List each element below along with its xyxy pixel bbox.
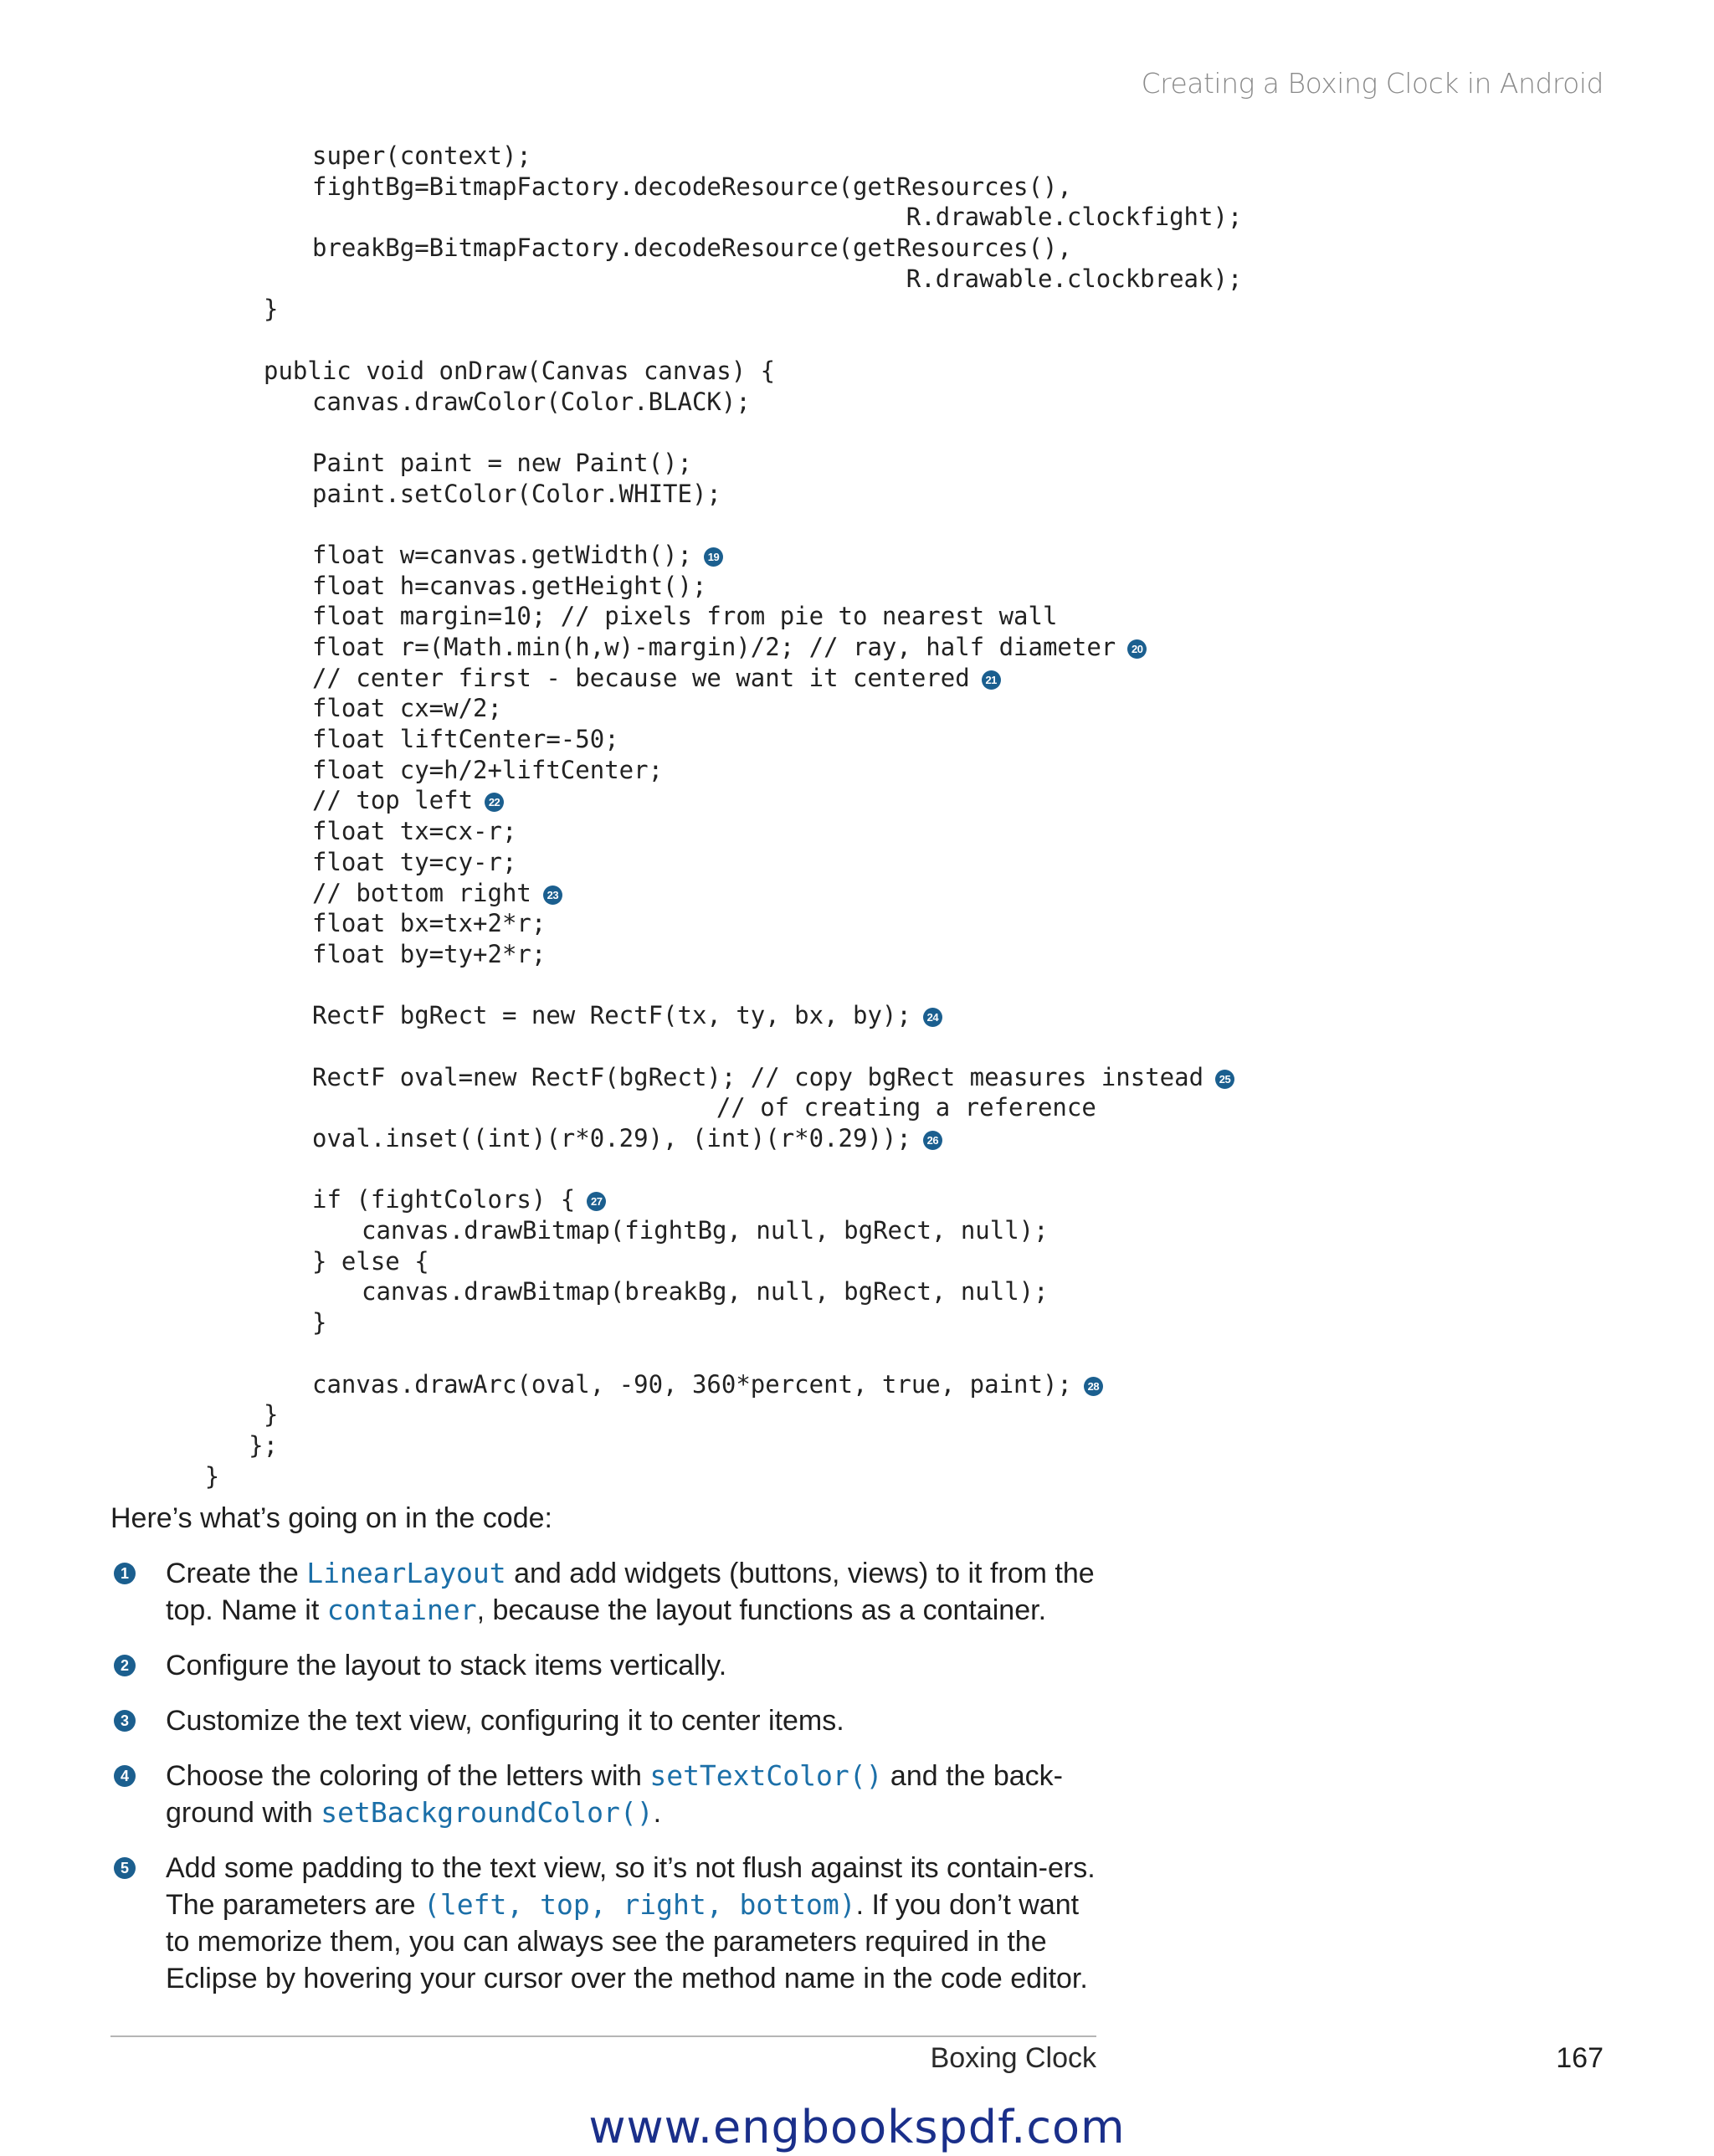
code-line xyxy=(0,1092,1155,1123)
code-line xyxy=(0,141,1155,172)
code-line xyxy=(0,1276,1155,1307)
code-line xyxy=(0,601,1155,632)
annotation-text: and the back-ground with xyxy=(166,1760,1063,1829)
code-line xyxy=(0,1000,1155,1031)
code-text: } xyxy=(312,1308,327,1337)
code-text: float cy=h/2+liftCenter; xyxy=(312,755,664,784)
code-line xyxy=(0,233,1155,264)
code-line xyxy=(0,1369,1155,1400)
callout-marker: 22 xyxy=(485,793,504,812)
inline-code: setTextColor() xyxy=(649,1759,883,1792)
callout-marker: 19 xyxy=(704,547,723,567)
code-line xyxy=(0,1461,1155,1492)
code-line xyxy=(0,908,1155,939)
footer-rule xyxy=(110,2035,1096,2037)
code-text: }; xyxy=(117,1430,279,1460)
code-line xyxy=(0,816,1155,847)
code-text: public void onDraw(Canvas canvas) { xyxy=(264,356,776,385)
code-text: R.drawable.clockfight); xyxy=(117,203,1243,232)
code-text: // top left xyxy=(312,786,474,815)
code-line xyxy=(0,540,1155,571)
annotation-number-badge: 4 xyxy=(114,1765,136,1787)
code-line xyxy=(0,632,1155,663)
code-line xyxy=(0,663,1155,694)
code-text: float cx=w/2; xyxy=(312,694,502,723)
code-text: RectF oval=new RectF(bgRect); // copy bgRect measures instead xyxy=(312,1062,1204,1091)
code-text: // of creating a reference xyxy=(117,1093,1096,1122)
code-line xyxy=(0,847,1155,878)
code-line xyxy=(0,294,1155,325)
code-line xyxy=(0,202,1243,233)
footer-section-title: Boxing Clock xyxy=(930,2042,1096,2074)
code-text: oval.inset((int)(r*0.29), (int)(r*0.29)); xyxy=(312,1124,911,1152)
code-text: canvas.drawArc(oval, -90, 360*percent, true, paint); xyxy=(312,1369,1072,1399)
callout-marker: 20 xyxy=(1127,639,1147,659)
annotation-number-badge: 5 xyxy=(114,1857,136,1879)
code-line xyxy=(0,755,1155,786)
annotation-text: Create the xyxy=(166,1558,307,1589)
code-text: // center first - because we want it centered xyxy=(312,663,970,692)
code-line xyxy=(0,939,1155,970)
code-text: float tx=cx-r; xyxy=(312,817,517,846)
code-line xyxy=(0,1215,1155,1246)
code-line xyxy=(0,1246,1155,1277)
annotation-text: Configure the layout to stack items vertically. xyxy=(166,1650,727,1681)
code-line xyxy=(0,264,1243,295)
code-text: float liftCenter=-50; xyxy=(312,725,619,754)
code-line xyxy=(0,356,1155,387)
code-text: // bottom right xyxy=(312,878,531,907)
inline-code: LinearLayout xyxy=(306,1557,506,1589)
code-line xyxy=(0,1123,1155,1154)
code-text: float w=canvas.getWidth(); xyxy=(312,540,692,569)
code-text: float h=canvas.getHeight(); xyxy=(312,571,707,600)
callout-marker: 24 xyxy=(923,1008,942,1027)
code-text: canvas.drawBitmap(breakBg, null, bgRect, null); xyxy=(362,1277,1049,1306)
code-line xyxy=(0,1307,1155,1338)
code-text: super(context); xyxy=(312,141,531,170)
inline-code: setBackgroundColor() xyxy=(321,1796,654,1829)
code-text: canvas.drawBitmap(fightBg, null, bgRect, null); xyxy=(362,1216,1049,1245)
inline-code: (left, top, right, bottom) xyxy=(423,1888,856,1921)
annotation-text: . xyxy=(653,1797,662,1829)
callout-marker: 21 xyxy=(982,670,1001,690)
code-text: RectF bgRect = new RectF(tx, ty, bx, by); xyxy=(312,1001,911,1030)
code-line xyxy=(0,878,1155,909)
code-line xyxy=(0,325,1155,356)
callout-marker: 26 xyxy=(923,1131,942,1150)
callout-marker: 27 xyxy=(587,1192,606,1211)
annotation-item xyxy=(110,1758,1098,1831)
code-line xyxy=(0,724,1155,755)
code-text: Paint paint = new Paint(); xyxy=(312,448,692,477)
code-line xyxy=(0,479,1155,510)
code-listing xyxy=(0,141,1243,1491)
code-text: R.drawable.clockbreak); xyxy=(117,264,1243,293)
code-line xyxy=(0,417,1155,448)
code-line xyxy=(0,1184,1155,1215)
code-text: fightBg=BitmapFactory.decodeResource(getResources(), xyxy=(312,172,1072,201)
annotation-number-badge: 3 xyxy=(114,1710,136,1732)
code-line xyxy=(0,785,1155,816)
annotation-text: Customize the text view, configuring it to center items. xyxy=(166,1705,844,1737)
code-text: if (fightColors) { xyxy=(312,1185,576,1214)
code-text: } else { xyxy=(312,1246,429,1276)
code-text: float r=(Math.min(h,w)-margin)/2; // ray, half diameter xyxy=(312,633,1116,661)
code-line xyxy=(0,970,1155,1001)
code-text: } xyxy=(264,1400,279,1430)
code-line xyxy=(0,571,1155,602)
code-text: } xyxy=(264,295,279,324)
callout-marker: 28 xyxy=(1084,1377,1103,1396)
annotation-text: Choose the coloring of the letters with xyxy=(166,1760,650,1792)
annotation-text: and add widgets (buttons, views) to it from the top. Name it xyxy=(166,1558,1095,1626)
annotation-list xyxy=(110,1555,1098,2015)
running-header: Creating a Boxing Clock in Android xyxy=(1141,67,1604,100)
code-line xyxy=(0,509,1155,540)
code-line xyxy=(0,1399,1155,1430)
annotation-text: , because the layout functions as a container. xyxy=(476,1594,1047,1626)
code-line xyxy=(0,172,1155,203)
annotation-item xyxy=(110,1647,1098,1684)
code-text: paint.setColor(Color.WHITE); xyxy=(312,479,721,508)
watermark: www.engbookspdf.com xyxy=(588,2101,1126,2153)
annotation-number-badge: 2 xyxy=(114,1655,136,1676)
code-line xyxy=(0,387,1155,418)
annotation-item xyxy=(110,1850,1098,1997)
code-line xyxy=(0,693,1155,724)
code-text: } xyxy=(117,1461,220,1491)
code-line xyxy=(0,448,1155,479)
code-line xyxy=(0,1154,1155,1185)
callout-marker: 25 xyxy=(1215,1070,1234,1089)
intro-text: Here’s what’s going on in the code: xyxy=(110,1502,552,1534)
code-text: breakBg=BitmapFactory.decodeResource(getResources(), xyxy=(312,234,1072,263)
annotation-text: Add some padding to the text view, so it’s not flush against its contain-ers. The parameters are xyxy=(166,1852,1096,1921)
code-text: float by=ty+2*r; xyxy=(312,939,547,968)
code-line xyxy=(0,1031,1155,1062)
annotation-item xyxy=(110,1702,1098,1739)
page-number: 167 xyxy=(1556,2042,1604,2074)
code-line xyxy=(0,1062,1231,1093)
code-text: float bx=tx+2*r; xyxy=(312,909,547,938)
code-text: canvas.drawColor(Color.BLACK); xyxy=(312,387,751,416)
callout-marker: 23 xyxy=(543,886,562,905)
annotation-number-badge: 1 xyxy=(114,1563,136,1584)
annotation-item xyxy=(110,1555,1098,1629)
annotation-text: . If you don’t want to memorize them, you can always see the parameters required in the Eclipse by hovering your cursor over the method name in the code editor. xyxy=(166,1889,1088,1994)
code-line xyxy=(0,1338,1155,1369)
code-line xyxy=(0,1430,1155,1461)
code-text: float ty=cy-r; xyxy=(312,847,517,876)
inline-code: container xyxy=(326,1594,477,1626)
code-text: float margin=10; // pixels from pie to nearest wall xyxy=(312,602,1058,631)
